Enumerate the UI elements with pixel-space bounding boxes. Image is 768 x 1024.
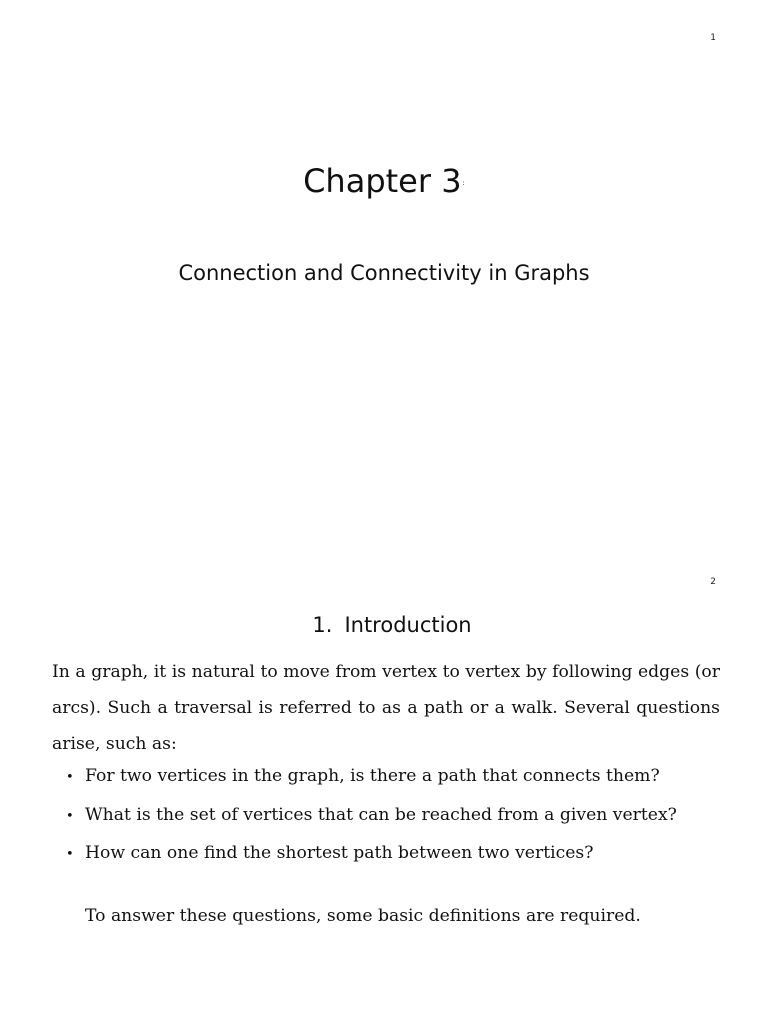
list-item bbox=[66, 797, 726, 836]
chapter-subtitle: Connection and Connectivity in Graphs bbox=[178, 261, 590, 285]
list-item-text: For two vertices in the graph, is there a path that connects them? bbox=[85, 766, 660, 786]
section-title: Introduction bbox=[344, 613, 472, 637]
page-number: 1 bbox=[710, 33, 716, 43]
section-heading bbox=[0, 613, 768, 637]
bullet-icon: • bbox=[66, 808, 74, 824]
question-list bbox=[66, 758, 726, 874]
closing-paragraph: To answer these questions, some basic definitions are required. bbox=[85, 906, 641, 926]
list-item-text: How can one find the shortest path between two vertices? bbox=[85, 843, 594, 863]
bullet-icon: • bbox=[66, 847, 74, 862]
intro-paragraph: In a graph, it is natural to move from vertex to vertex by following edges (or arcs). Such a traversal is referred to as a path or a walk. Several questions arise, such as: bbox=[52, 662, 720, 754]
bullet-icon: • bbox=[66, 770, 74, 785]
page-number: 2 bbox=[710, 577, 716, 587]
chapter-title-text: Chapter 3 bbox=[303, 162, 462, 200]
chapter-title bbox=[0, 162, 768, 200]
list-item bbox=[66, 758, 726, 797]
chapter-title-mark: : bbox=[462, 179, 465, 187]
section-number: 1. bbox=[312, 613, 333, 637]
list-item-text: What is the set of vertices that can be reached from a given vertex? bbox=[85, 804, 677, 825]
list-item bbox=[66, 835, 726, 874]
